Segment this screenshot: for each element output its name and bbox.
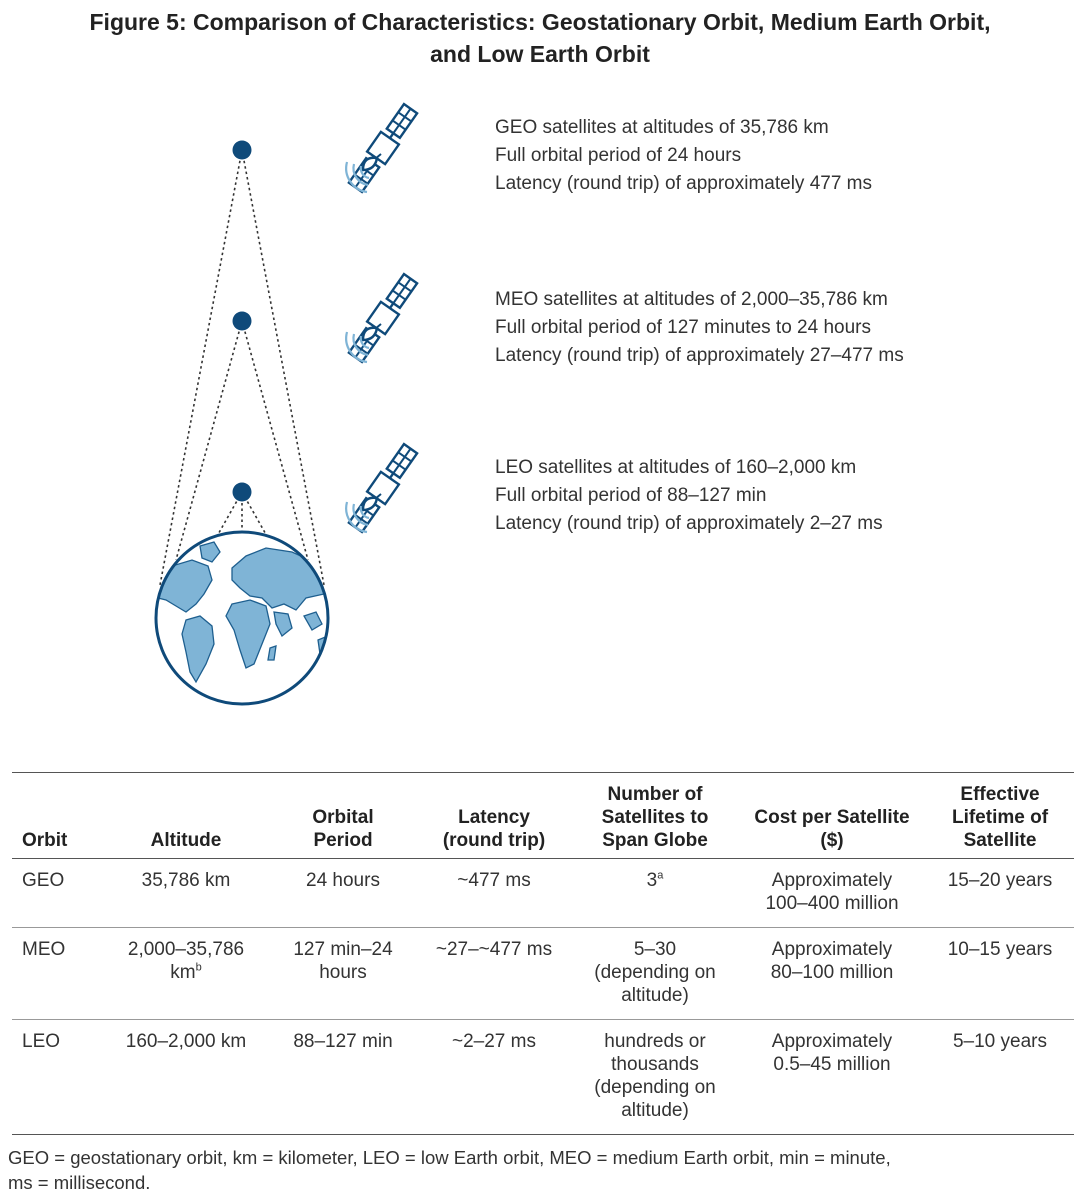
footnote-marker-b: b xyxy=(195,961,202,974)
cell-latency: ~477 ms xyxy=(416,859,572,928)
leo-latency-text: Latency (round trip) of approximately 2–27 ms xyxy=(495,513,883,534)
leo-altitude-text: LEO satellites at altitudes of 160–2,000 km xyxy=(495,457,857,478)
leo-satellite-dot xyxy=(233,483,252,502)
cell-number: 3$^a$ xyxy=(572,859,738,928)
header-number-of-satellites: Number of Satellites to Span Globe xyxy=(572,773,738,859)
leo-satellite-icon xyxy=(346,442,419,533)
cell-latency: ~2–27 ms xyxy=(416,1020,572,1135)
header-cost-per-satellite: Cost per Satellite ($) xyxy=(738,773,926,859)
figure-title-line-2: and Low Earth Orbit xyxy=(430,41,650,67)
cell-cost: Approximately 80–100 million xyxy=(738,928,926,1020)
abbreviations-footnote xyxy=(8,1145,1008,1195)
footnote-line-1: GEO = geostationary orbit, km = kilometer, LEO = low Earth orbit, MEO = medium Earth orbit, min = minute, xyxy=(8,1147,891,1168)
cell-lifetime: 5–10 years xyxy=(926,1020,1074,1135)
cell-cost: Approximately 100–400 million xyxy=(738,859,926,928)
meo-latency-text: Latency (round trip) of approximately 27–477 ms xyxy=(495,345,904,366)
sightlines xyxy=(160,150,324,585)
meo-altitude-text: MEO satellites at altitudes of 2,000–35,786 km xyxy=(495,289,888,310)
cell-period: 24 hours xyxy=(270,859,416,928)
cell-cost: Approximately 0.5–45 million xyxy=(738,1020,926,1135)
cell-altitude: 35,786 km xyxy=(102,859,270,928)
header-altitude: Altitude xyxy=(102,773,270,859)
cell-lifetime: 15–20 years xyxy=(926,859,1074,928)
cell-period: 88–127 min xyxy=(270,1020,416,1135)
cell-period: 127 min–24 hours xyxy=(270,928,416,1020)
comparison-table xyxy=(12,772,1074,1135)
geo-altitude-text: GEO satellites at altitudes of 35,786 km xyxy=(495,117,829,138)
cell-number: 5–30 (depending on altitude) xyxy=(572,928,738,1020)
geo-period-text: Full orbital period of 24 hours xyxy=(495,145,742,166)
cell-number: hundreds or thousands (depending on altitude) xyxy=(572,1020,738,1135)
header-effective-lifetime: Effective Lifetime of Satellite xyxy=(926,773,1074,859)
meo-description xyxy=(495,286,904,370)
cell-orbit: LEO xyxy=(12,1020,102,1135)
cell-altitude: 160–2,000 km xyxy=(102,1020,270,1135)
leo-period-text: Full orbital period of 88–127 min xyxy=(495,485,767,506)
cell-latency: ~27–~477 ms xyxy=(416,928,572,1020)
footnote-line-2: ms = millisecond. xyxy=(8,1172,151,1193)
table-header-row xyxy=(12,773,1074,859)
geo-satellite-icon xyxy=(346,102,419,193)
header-orbital-period: Orbital Period xyxy=(270,773,416,859)
geo-description xyxy=(495,114,872,198)
header-latency: Latency (round trip) xyxy=(416,773,572,859)
table-row-leo xyxy=(12,1020,1074,1135)
geo-latency-text: Latency (round trip) of approximately 477 ms xyxy=(495,173,873,194)
figure-title-line-1: Figure 5: Comparison of Characteristics: Geostationary Orbit, Medium Earth Orbit, xyxy=(89,9,991,35)
cell-orbit: GEO xyxy=(12,859,102,928)
cell-altitude: 2,000–35,786 $km^b$ xyxy=(102,928,270,1020)
meo-satellite-dot xyxy=(233,312,252,331)
earth-globe-icon xyxy=(156,532,330,704)
footnote-marker-a: a xyxy=(657,869,664,882)
header-orbit: Orbit xyxy=(12,773,102,859)
geo-satellite-dot xyxy=(233,141,252,160)
leo-description xyxy=(495,454,883,538)
cell-orbit: MEO xyxy=(12,928,102,1020)
meo-period-text: Full orbital period of 127 minutes to 24 hours xyxy=(495,317,871,338)
table-row-meo xyxy=(12,928,1074,1020)
cell-lifetime: 10–15 years xyxy=(926,928,1074,1020)
table-row-geo xyxy=(12,859,1074,928)
meo-satellite-icon xyxy=(346,272,419,363)
